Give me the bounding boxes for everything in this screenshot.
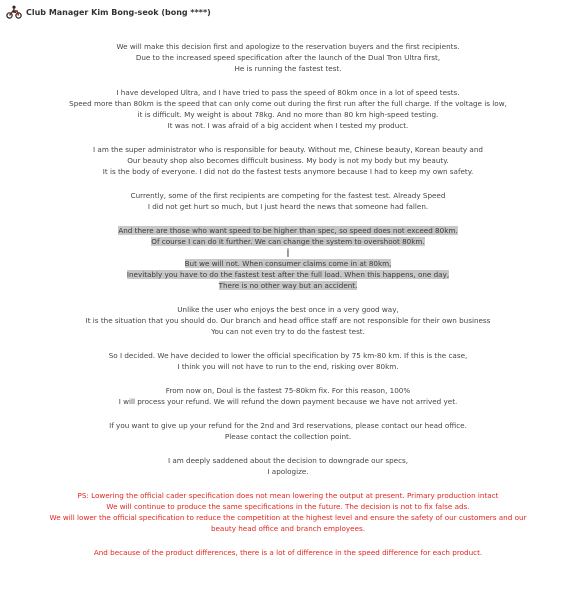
post-line [0, 258, 576, 269]
post-line: Currently, some of the first recipients are competing for the fastest test. Already Speed [130, 191, 446, 200]
post-line: Please contact the collection point. [224, 432, 352, 441]
post-line: He is running the fastest test. [234, 64, 342, 73]
post-line: I have developed Ultra, and I have tried to pass the speed of 80km once in a lot of speed tests. [116, 88, 460, 97]
post-line: We will continue to produce the same specifications in the future. The decision is not to fix false ads. [106, 502, 470, 511]
post-line [0, 269, 576, 280]
post-line: PS: Lowering the official cader specification does not mean lowering the output at present. Primary production intact [77, 491, 499, 500]
post-paragraph [0, 455, 576, 477]
post-line: You can not even try to do the fastest test. [211, 327, 365, 336]
post-line: From now on, Doul is the fastest 75-80km fix. For this reason, 100% [165, 386, 411, 395]
highlighted-text: And there are those who want speed to be higher than spec, so speed does not exceed 80km. [118, 226, 458, 235]
post-line [0, 225, 576, 236]
post-line: I apologize. [267, 467, 309, 476]
post-paragraph [0, 547, 576, 558]
post-paragraph [0, 385, 576, 407]
post-line [0, 280, 576, 291]
post-paragraph [0, 87, 576, 131]
post-line: I am the super administrator who is responsible for beauty. Without me, Chinese beauty, Korean beauty and [93, 145, 483, 154]
post-line: We will make this decision first and apologize to the reservation buyers and the first recipients. [116, 42, 460, 51]
post-line: It is the situation that you should do. Our branch and head office staff are not responsible for their own business [85, 316, 491, 325]
post-line: Our beauty shop also becomes difficult business. My body is not my body but my beauty. [127, 156, 449, 165]
post-line: And because of the product differences, there is a lot of difference in the speed difference for each product. [93, 548, 483, 557]
post-line: If you want to give up your refund for the 2nd and 3rd reservations, please contact our head office. [109, 421, 467, 430]
post-line [0, 247, 576, 258]
post-line: I did not get hurt so much, but I just heard the news that someone had fallen. [147, 202, 429, 211]
highlighted-text: | [286, 248, 290, 257]
post-paragraph [0, 144, 576, 177]
post-paragraph [0, 225, 576, 291]
post-line: Due to the increased speed specification after the launch of the Dual Tron Ultra first, [135, 53, 441, 62]
post-line: It is the body of everyone. I did not do the fastest tests anymore because I had to keep my own safety. [102, 167, 474, 176]
post-line: it is difficult. My weight is about 78kg. And no more than 80 km high-speed testing. [137, 110, 439, 119]
post-line: Unlike the user who enjoys the best once in a very good way, [177, 305, 399, 314]
post-body [0, 41, 576, 571]
highlighted-text: Inevitably you have to do the fastest test after the full load. When this happens, one day, [126, 270, 450, 279]
post-line: We will lower the official specification to reduce the competition at the highest level and ensure the safety of our customers and our [49, 513, 527, 522]
post-paragraph [0, 304, 576, 337]
post-line: I think you will not have to run to the end, risking over 80km. [177, 362, 399, 371]
highlighted-text: There is no other way but an accident. [218, 281, 358, 290]
post-paragraph [0, 350, 576, 372]
post-paragraph [0, 41, 576, 74]
post-line: So I decided. We have decided to lower the official specification by 75 km-80 km. If this is the case, [108, 351, 468, 360]
post-line: It was not. I was afraid of a big accident when I tested my product. [167, 121, 409, 130]
post-paragraph [0, 420, 576, 442]
author-name: Club Manager Kim Bong-seok (bong ****) [26, 7, 211, 17]
post-line: I am deeply saddened about the decision to downgrade our specs, [167, 456, 409, 465]
post-line: I will process your refund. We will refund the down payment because we have not arrived yet. [118, 397, 458, 406]
post-paragraph [0, 490, 576, 534]
post-author[interactable] [6, 5, 211, 19]
highlighted-text: But we will not. When consumer claims come in at 80km, [184, 259, 392, 268]
post-line [0, 236, 576, 247]
post-line: beauty head office and branch employees. [210, 524, 366, 533]
post-paragraph [0, 190, 576, 212]
highlighted-text: Of course I can do it further. We can change the system to overshoot 80km. [151, 237, 425, 246]
post-line: Speed more than 80km is the speed that can only come out during the first run after the full charge. If the voltage is low, [69, 99, 507, 108]
scooter-rider-icon [6, 5, 22, 19]
